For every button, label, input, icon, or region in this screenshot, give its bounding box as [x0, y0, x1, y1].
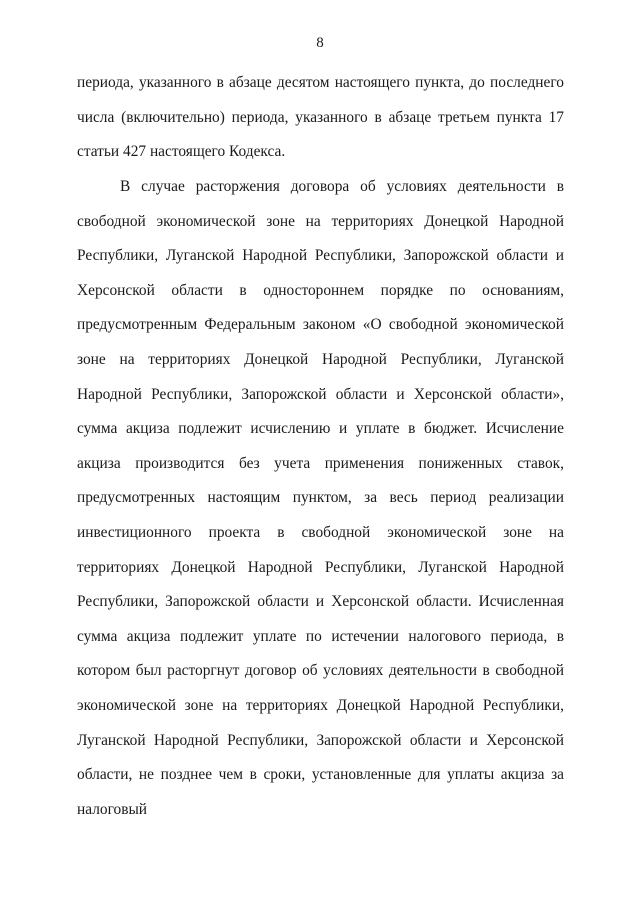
paragraph-termination-excise: В случае расторжения договора об условиях деятельности в свободной экономической зоне на территориях Донецкой Народной Республики, Луганской Народной Республики, Запорожской области и Херсонской области в одностороннем порядке по основаниям, предусмотренным Федеральным законом «О свободной экономической зоне на территориях Донецкой Народной Республики, Луганской Народной Республики, Запорожской области и Херсонской области», сумма акциза подлежит исчислению и уплате в бюджет. Исчисление акциза производится без учета применения пониженных ставок, предусмотренных настоящим пунктом, за весь период реализации инвестиционного проекта в свободной экономической зоне на территориях Донецкой Народной Республики, Луганской Народной Республики, Запорожской области и Херсонской области. Исчисленная сумма акциза подлежит уплате по истечении налогового периода, в котором был расторгнут договор об условиях деятельности в свободной экономической зоне на территориях Донецкой Народной Республики, Луганской Народной Республики, Запорожской области и Херсонской области, не позднее чем в сроки, установленные для уплаты акциза за налоговый	[77, 178, 564, 818]
page-number: 8	[316, 35, 324, 51]
paragraph-continuation: периода, указанного в абзаце десятом настоящего пункта, до последнего числа (включительно) периода, указанного в абзаце третьем пункта 17 статьи 427 настоящего Кодекса.	[77, 74, 564, 161]
